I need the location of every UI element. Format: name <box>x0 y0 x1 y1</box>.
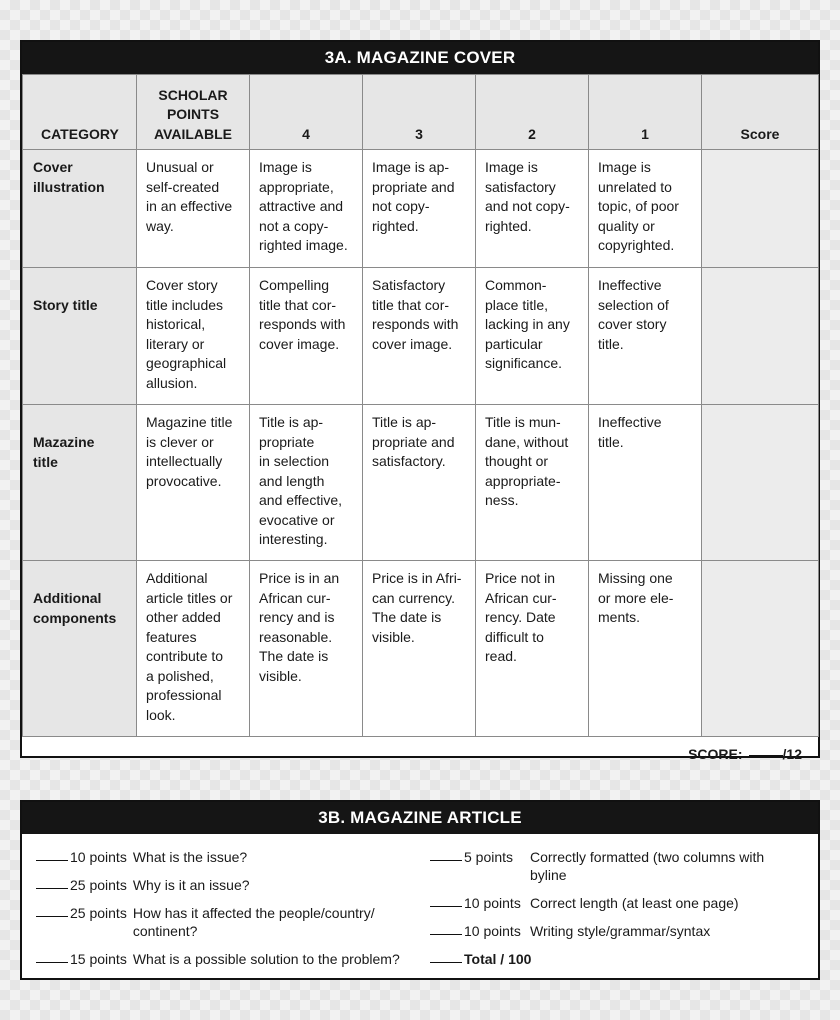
points-label: 10 points <box>70 849 127 865</box>
points-label: 15 points <box>70 951 127 967</box>
item-description: What is a possible solution to the problem? <box>132 951 400 967</box>
item-description: Why is it an issue? <box>132 877 250 893</box>
header-score: Score <box>702 75 819 150</box>
row-score-cell[interactable] <box>702 561 819 737</box>
article-right-column <box>430 848 810 968</box>
score-label: SCORE: <box>688 746 743 762</box>
list-item <box>430 848 810 884</box>
row-cell-2: Image is satisfactory and not copy- righted. <box>476 150 589 268</box>
section-b-title: 3B. MAGAZINE ARTICLE <box>22 802 818 834</box>
rubric-header-row <box>23 75 819 150</box>
row-cell-4: Price is in an African cur- rency and is reasonable. The date is visible. <box>250 561 363 737</box>
row-category: Additional components <box>23 561 137 737</box>
row-cell-4: Image is appropriate, attractive and not a copy- righted image. <box>250 150 363 268</box>
section-a-title: 3A. MAGAZINE COVER <box>22 42 818 74</box>
list-item <box>36 848 426 866</box>
points-label: 25 points <box>70 877 127 893</box>
article-left-column <box>36 848 426 968</box>
score-summary <box>22 737 818 770</box>
points-blank[interactable] <box>430 848 462 861</box>
row-cell-3: Price is in Afri- can currency. The date is visible. <box>363 561 476 737</box>
row-cell-1: Ineffective selection of cover story title. <box>589 268 702 405</box>
total-label: Total / 100 <box>464 951 532 967</box>
header-2: 2 <box>476 75 589 150</box>
header-3: 3 <box>363 75 476 150</box>
points-label: 5 points <box>464 849 514 865</box>
list-item <box>36 950 426 968</box>
row-scholar-cell: Additional article titles or other added features contribute to a polished, professional look. <box>137 561 250 737</box>
row-category: Mazazine title <box>23 405 137 561</box>
score-total: /12 <box>782 746 802 762</box>
row-category: Story title <box>23 268 137 405</box>
row-scholar-cell: Magazine title is clever or intellectually provocative. <box>137 405 250 561</box>
magazine-cover-section <box>20 40 820 762</box>
points-blank[interactable] <box>36 876 68 889</box>
item-description: Correct length (at least one page) <box>530 895 739 911</box>
row-score-cell[interactable] <box>702 150 819 268</box>
list-item <box>430 922 810 940</box>
row-cell-1: Missing one or more ele- ments. <box>589 561 702 737</box>
row-cell-4: Title is ap- propriate in selection and length and effective, evocative or interesting. <box>250 405 363 561</box>
score-blank[interactable] <box>749 755 783 756</box>
row-category: Cover illustration <box>23 150 137 268</box>
table-row <box>23 150 819 268</box>
list-item <box>430 894 810 912</box>
header-scholar-points: SCHOLAR POINTS AVAILABLE <box>137 75 250 150</box>
points-label: 10 points <box>464 923 521 939</box>
table-row <box>23 405 819 561</box>
item-description: Writing style/grammar/syntax <box>530 923 711 939</box>
row-cell-4: Compelling title that cor- responds with cover image. <box>250 268 363 405</box>
list-item <box>36 876 426 894</box>
row-cell-2: Title is mun- dane, without thought or appropriate- ness. <box>476 405 589 561</box>
points-blank[interactable] <box>430 950 462 963</box>
row-cell-1: Ineffective title. <box>589 405 702 561</box>
header-category: CATEGORY <box>23 75 137 150</box>
points-label: 25 points <box>70 905 127 921</box>
table-row <box>23 268 819 405</box>
row-cell-3: Title is ap- propriate and satisfactory. <box>363 405 476 561</box>
row-cell-1: Image is unrelated to topic, of poor quality or copyrighted. <box>589 150 702 268</box>
row-scholar-cell: Cover story title includes historical, literary or geographical allusion. <box>137 268 250 405</box>
row-cell-2: Price not in African cur- rency. Date difficult to read. <box>476 561 589 737</box>
row-cell-3: Satisfactory title that cor- responds with cover image. <box>363 268 476 405</box>
row-cell-3: Image is ap- propriate and not copy- righted. <box>363 150 476 268</box>
points-blank[interactable] <box>430 922 462 935</box>
rubric-table <box>22 74 819 737</box>
points-label: 10 points <box>464 895 521 911</box>
item-description: What is the issue? <box>132 849 248 865</box>
points-blank[interactable] <box>36 904 68 917</box>
points-blank[interactable] <box>36 950 68 963</box>
row-cell-2: Common- place title, lacking in any particular significance. <box>476 268 589 405</box>
magazine-article-section <box>20 800 820 980</box>
list-item <box>36 904 426 940</box>
row-scholar-cell: Unusual or self-created in an effective way. <box>137 150 250 268</box>
row-score-cell[interactable] <box>702 405 819 561</box>
header-4: 4 <box>250 75 363 150</box>
row-score-cell[interactable] <box>702 268 819 405</box>
points-blank[interactable] <box>36 848 68 861</box>
item-description: Correctly formatted (two columns with byline <box>530 849 765 883</box>
header-1: 1 <box>589 75 702 150</box>
list-item <box>430 950 810 968</box>
table-row <box>23 561 819 737</box>
points-blank[interactable] <box>430 894 462 907</box>
item-description: How has it affected the people/country/ continent? <box>132 905 375 939</box>
